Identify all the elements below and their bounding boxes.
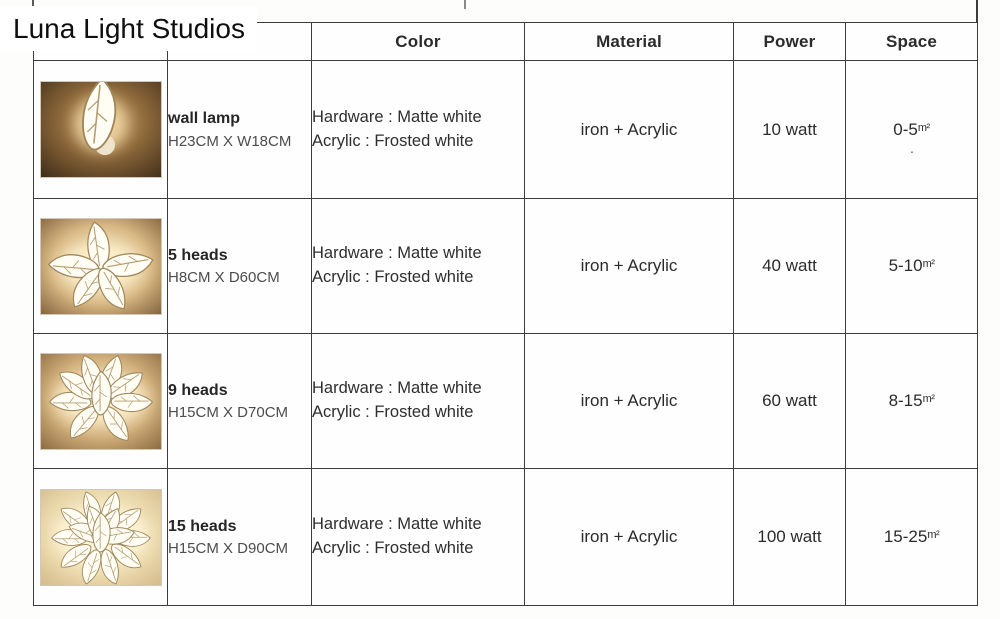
- product-name: wall lamp: [168, 110, 241, 128]
- space-cell: $15-25^{m^2}$: [883, 527, 940, 546]
- space-cell: $5-10^{m^2}$: [888, 256, 935, 275]
- color-hardware: Hardware : Matte white: [312, 107, 482, 126]
- color-hardware: Hardware : Matte white: [312, 244, 482, 263]
- power-cell: 40 watt: [734, 199, 846, 334]
- cropped-line-right: [976, 0, 978, 23]
- material-cell: iron + Acrylic: [525, 334, 734, 469]
- header-space: Space: [846, 23, 978, 61]
- stray-dot: .: [910, 139, 914, 156]
- color-acrylic: Acrylic : Frosted white: [312, 539, 474, 557]
- 9-heads-ceiling-lamp-photo: [41, 354, 161, 449]
- cropped-line-middle: [464, 0, 466, 9]
- product-name: 5 heads: [168, 246, 228, 264]
- product-size: H15CM X D90CM: [168, 540, 289, 558]
- color-acrylic: Acrylic : Frosted white: [312, 131, 474, 150]
- square-meter-unit: m²: [927, 529, 940, 541]
- power-cell: 100 watt: [734, 469, 846, 606]
- material-cell: iron + Acrylic: [525, 469, 734, 606]
- header-material: Material: [525, 23, 734, 61]
- power-cell: 60 watt: [734, 334, 846, 469]
- table-row: [34, 199, 978, 334]
- color-acrylic: Acrylic : Frosted white: [312, 268, 474, 286]
- table-row: [34, 469, 978, 606]
- material-cell: iron + Acrylic: [525, 61, 734, 199]
- material-cell: iron + Acrylic: [525, 199, 734, 334]
- color-acrylic: Acrylic : Frosted white: [312, 403, 474, 421]
- square-meter-unit: m²: [917, 121, 930, 134]
- color-hardware: Hardware : Matte white: [312, 379, 482, 398]
- table-row: [34, 61, 978, 199]
- power-cell: 10 watt: [734, 61, 846, 199]
- brand-watermark: [0, 6, 257, 51]
- brand-text: Luna Light Studios: [13, 12, 245, 44]
- square-meter-unit: m²: [922, 393, 935, 405]
- product-size: H8CM X D60CM: [168, 269, 280, 287]
- header-color: Color: [312, 23, 525, 61]
- product-size: H23CM X W18CM: [168, 132, 292, 150]
- product-size: H15CM X D70CM: [168, 404, 289, 422]
- space-cell: $0-5^{m^2}$ .: [893, 119, 930, 156]
- product-spec-table: [33, 22, 978, 606]
- space-cell: $8-15^{m^2}$: [888, 391, 935, 410]
- 5-heads-ceiling-lamp-photo: [41, 219, 161, 314]
- leaf-wall-lamp-photo: [41, 82, 161, 177]
- color-hardware: Hardware : Matte white: [312, 515, 482, 534]
- square-meter-unit: m²: [922, 258, 935, 270]
- 15-heads-ceiling-lamp-photo: [41, 490, 161, 585]
- product-name: 15 heads: [168, 517, 237, 535]
- header-power: Power: [734, 23, 846, 61]
- table-row: [34, 334, 978, 469]
- product-name: 9 heads: [168, 381, 228, 399]
